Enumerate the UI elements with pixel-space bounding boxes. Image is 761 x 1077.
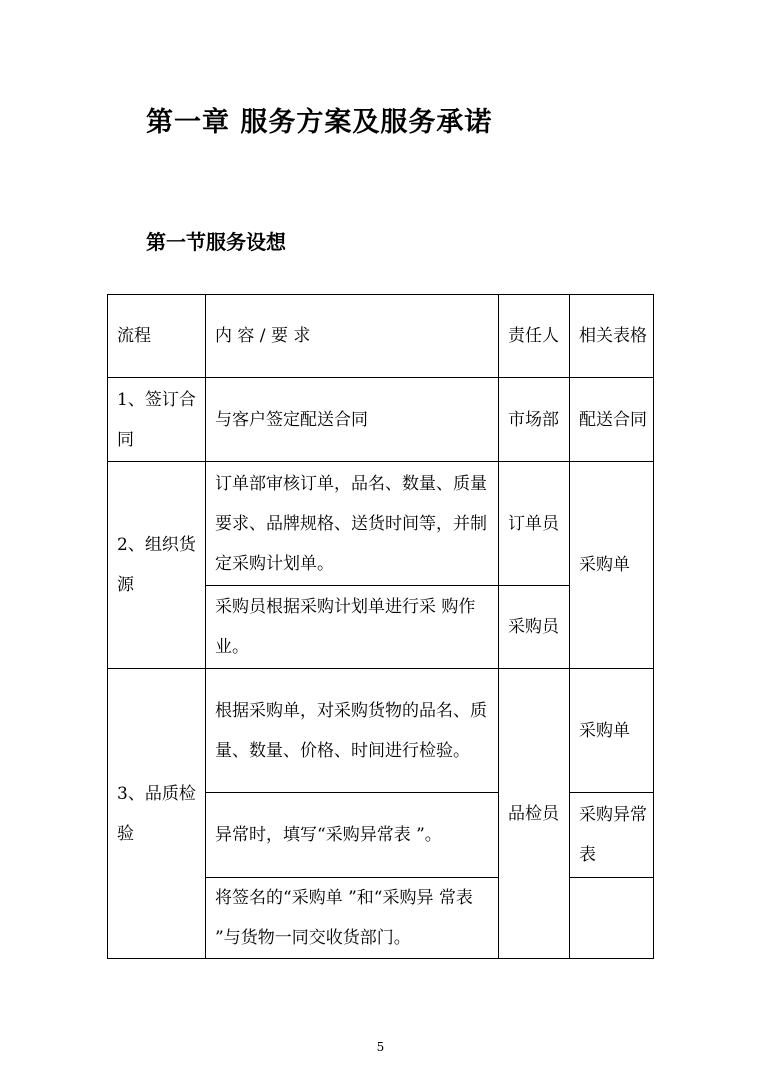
header-content: 内 容 / 要 求 — [206, 295, 499, 378]
form-cell: 采购单 — [570, 669, 654, 793]
form-cell: 采购异常表 — [570, 793, 654, 878]
owner-cell: 品检员 — [499, 669, 570, 959]
table-row — [108, 462, 654, 586]
content-cell: 采购员根据采购计划单进行采 购作业。 — [206, 586, 499, 669]
form-cell — [570, 878, 654, 959]
process-cell: 2、组织货 源 — [108, 462, 206, 669]
owner-cell: 采购员 — [499, 586, 570, 669]
table-header-row — [108, 295, 654, 378]
service-process-table — [107, 294, 654, 959]
page-number: 5 — [376, 1040, 385, 1054]
content-cell: 根据采购单，对采购货物的品名、质量、数量、价格、时间进行检验。 — [206, 669, 499, 793]
owner-cell: 市场部 — [499, 378, 570, 462]
form-cell: 配送合同 — [570, 378, 654, 462]
header-owner: 责任人 — [499, 295, 570, 378]
section-title: 第一节服务设想 — [146, 230, 286, 254]
chapter-title: 第一章 服务方案及服务承诺 — [146, 107, 493, 138]
table-row — [108, 669, 654, 793]
content-cell: 订单部审核订单，品名、数量、质量要求、品牌规格、送货时间等，并制定采购计划单。 — [206, 462, 499, 586]
header-form: 相关表格 — [570, 295, 654, 378]
table-row — [108, 378, 654, 462]
process-cell: 3、品质检 验 — [108, 669, 206, 959]
content-cell: 将签名的“采购单 ”和“采购异 常表 ”与货物一同交收货部门。 — [206, 878, 499, 959]
form-cell: 采购单 — [570, 462, 654, 669]
header-process: 流程 — [108, 295, 206, 378]
content-cell: 与客户签定配送合同 — [206, 378, 499, 462]
content-cell: 异常时，填写“采购异常表 ”。 — [206, 793, 499, 878]
process-cell: 1、签订合 同 — [108, 378, 206, 462]
owner-cell: 订单员 — [499, 462, 570, 586]
